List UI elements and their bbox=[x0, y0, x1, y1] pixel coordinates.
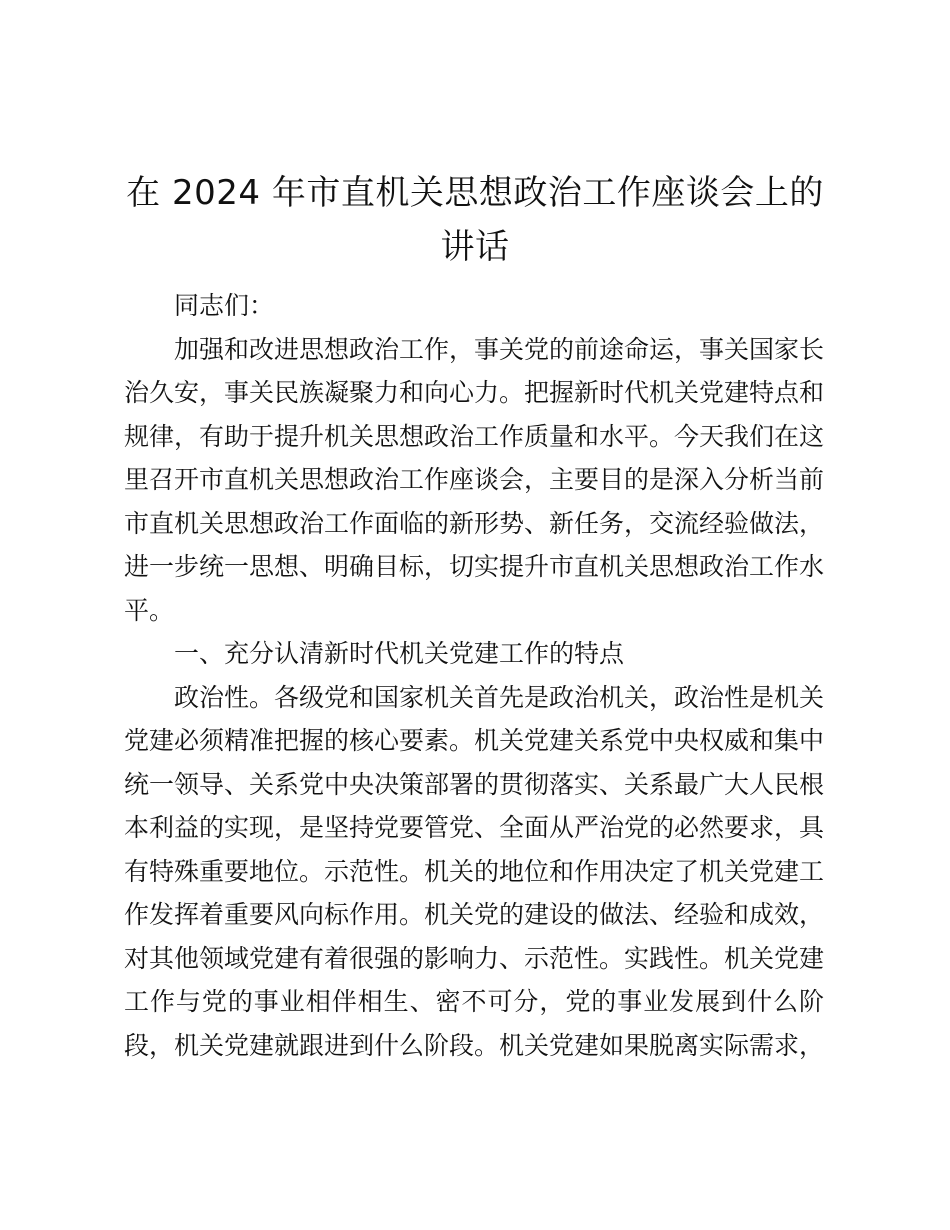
paragraph-intro: 加强和改进思想政治工作，事关党的前途命运，事关国家长治久安，事关民族凝聚力和向心力。把握新时代机关党建特点和规律，有助于提升机关思想政治工作质量和水平。今天我们在这里召开市直机关思想政治工作座谈会，主要目的是深入分析当前市直机关思想政治工作面临的新形势、新任务，交流经验做法，进一步统一思想、明确目标，切实提升市直机关思想政治工作水平。 bbox=[124, 334, 825, 625]
document-body bbox=[124, 284, 824, 1067]
paragraph-characteristics: 政治性。各级党和国家机关首先是政治机关，政治性是机关党建必须精准把握的核心要素。机关党建关系党中央权威和集中统一领导、关系党中央决策部署的贯彻落实、关系最广大人民根本利益的实现，是坚持党要管党、全面从严治党的必然要求，具有特殊重要地位。示范性。机关的地位和作用决定了机关党建工作发挥着重要风向标作用。机关党的建设的做法、经验和成效，对其他领域党建有着很强的影响力、示范性。实践性。机关党建工作与党的事业相伴相生、密不可分，党的事业发展到什么阶段，机关党建就跟进到什么阶段。机关党建如果脱离实际需求， bbox=[124, 682, 825, 1060]
document-title: 在 2024 年市直机关思想政治工作座谈会上的讲话 bbox=[126, 173, 824, 267]
salutation: 同志们： bbox=[174, 291, 275, 320]
section-heading-1: 一、充分认清新时代机关党建工作的特点 bbox=[174, 639, 625, 668]
